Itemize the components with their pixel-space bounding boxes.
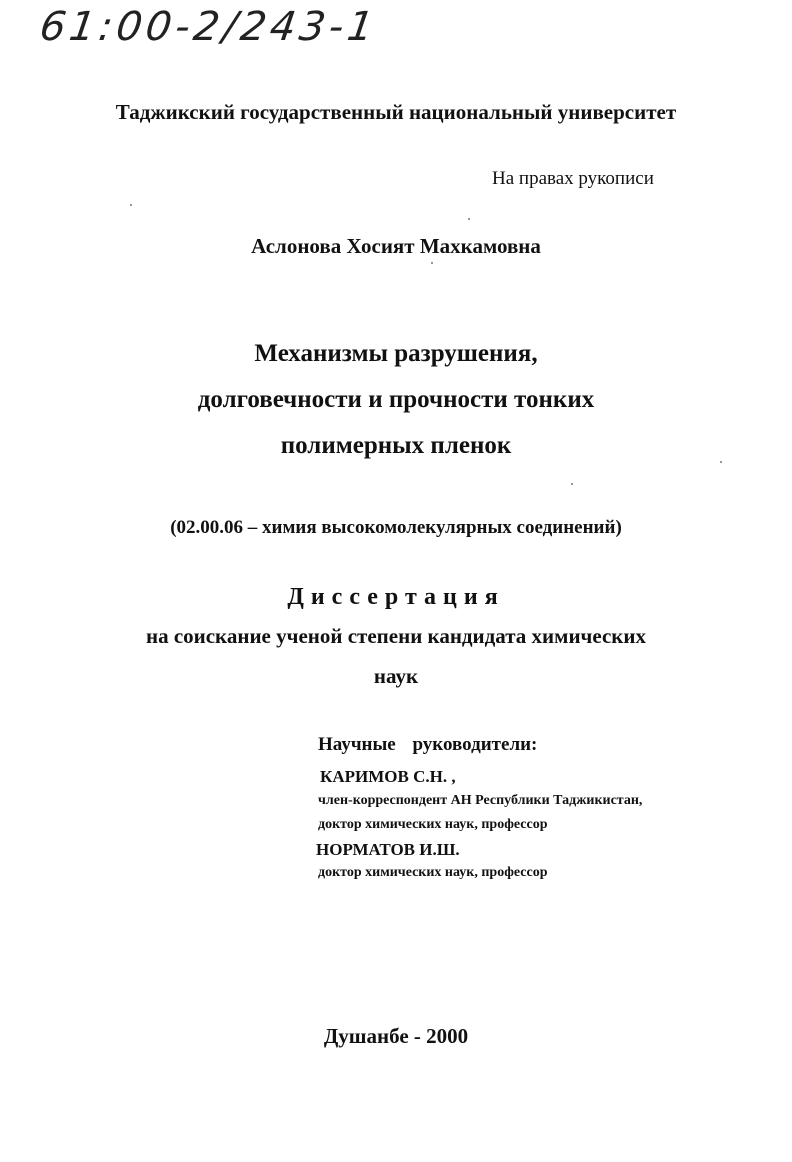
scan-speck xyxy=(720,461,722,463)
thesis-title-line-2: долговечности и прочности тонких xyxy=(197,386,595,413)
scan-speck xyxy=(571,483,573,485)
scan-speck xyxy=(468,218,470,220)
document-type: Диссертация xyxy=(287,584,505,610)
university-name: Таджикский государственный национальный университет xyxy=(115,100,677,124)
degree-line-1: на соискание ученой степени кандидата химических xyxy=(145,624,647,648)
thesis-title-line-1: Механизмы разрушения, xyxy=(254,340,538,367)
manuscript-note: На правах рукописи xyxy=(492,168,654,189)
city-year: Душанбе - 2000 xyxy=(323,1024,469,1048)
archive-handwritten-number: 61:00-2/243-1 xyxy=(36,4,381,50)
advisor-1-degree: доктор химических наук, профессор xyxy=(318,817,548,832)
scan-speck xyxy=(130,204,132,206)
advisor-1-title: член-корреспондент АН Республики Таджикистан, xyxy=(318,793,643,808)
scan-speck xyxy=(431,262,433,264)
specialty-code: (02.00.06 – химия высокомолекулярных соединений) xyxy=(170,517,622,538)
advisor-2-degree: доктор химических наук, профессор xyxy=(318,865,548,880)
thesis-title-line-3: полимерных пленок xyxy=(280,432,512,459)
advisor-1-name: КАРИМОВ С.Н. , xyxy=(320,767,456,786)
author-name: Аслонова Хосият Махкамовна xyxy=(251,234,541,258)
degree-line-2: наук xyxy=(373,664,419,688)
advisors-heading: Научные руководители: xyxy=(318,734,538,755)
advisor-2-name: НОРМАТОВ И.Ш. xyxy=(316,840,460,859)
